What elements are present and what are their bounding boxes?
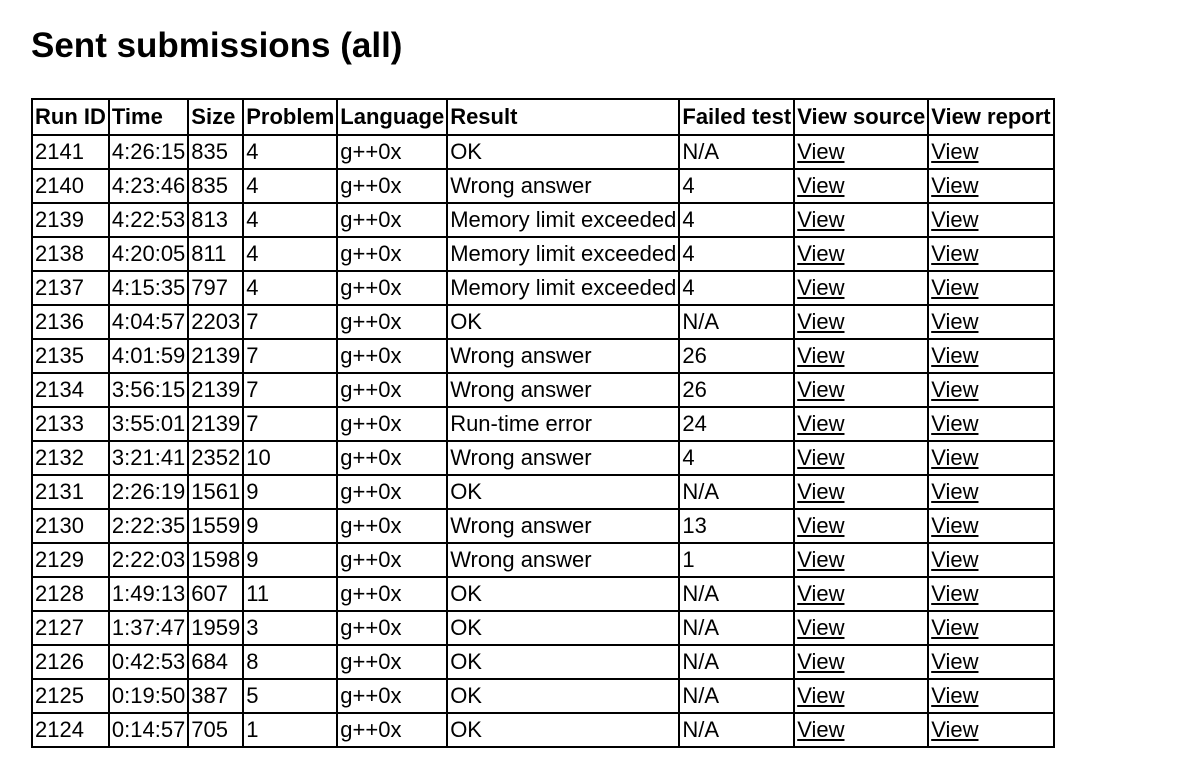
- column-header-failed-test: Failed test: [679, 99, 794, 135]
- table-row: [32, 509, 1054, 543]
- view-source-cell: [794, 203, 928, 237]
- size-cell: 2139: [188, 339, 243, 373]
- problem-cell: 9: [243, 543, 337, 577]
- run-id-cell: 2135: [32, 339, 109, 373]
- problem-cell: 7: [243, 373, 337, 407]
- problem-cell: 7: [243, 305, 337, 339]
- result-cell: OK: [447, 135, 679, 169]
- run-id-cell: 2138: [32, 237, 109, 271]
- view-report-cell: [928, 305, 1053, 339]
- language-cell: g++0x: [337, 645, 447, 679]
- view-report-cell: [928, 441, 1053, 475]
- table-row: [32, 645, 1054, 679]
- failed-test-cell: N/A: [679, 679, 794, 713]
- size-cell: 2139: [188, 373, 243, 407]
- view-report-cell: [928, 679, 1053, 713]
- view-report-cell: [928, 645, 1053, 679]
- view-source-cell: [794, 611, 928, 645]
- failed-test-cell: N/A: [679, 611, 794, 645]
- view-source-link[interactable]: View: [797, 649, 845, 674]
- language-cell: g++0x: [337, 305, 447, 339]
- language-cell: g++0x: [337, 203, 447, 237]
- table-body: [32, 135, 1054, 747]
- problem-cell: 7: [243, 339, 337, 373]
- run-id-cell: 2126: [32, 645, 109, 679]
- view-report-link[interactable]: View: [931, 445, 979, 470]
- view-source-link[interactable]: View: [797, 479, 845, 504]
- view-source-cell: [794, 475, 928, 509]
- view-report-link[interactable]: View: [931, 615, 979, 640]
- table-row: [32, 441, 1054, 475]
- view-source-link[interactable]: View: [797, 615, 845, 640]
- problem-cell: 1: [243, 713, 337, 747]
- column-header-view-report: View report: [928, 99, 1053, 135]
- run-id-cell: 2131: [32, 475, 109, 509]
- language-cell: g++0x: [337, 441, 447, 475]
- result-cell: Wrong answer: [447, 373, 679, 407]
- view-source-link[interactable]: View: [797, 139, 845, 164]
- run-id-cell: 2128: [32, 577, 109, 611]
- view-report-cell: [928, 203, 1053, 237]
- column-header-time: Time: [109, 99, 188, 135]
- view-source-cell: [794, 169, 928, 203]
- table-row: [32, 407, 1054, 441]
- run-id-cell: 2139: [32, 203, 109, 237]
- size-cell: 705: [188, 713, 243, 747]
- run-id-cell: 2140: [32, 169, 109, 203]
- failed-test-cell: 4: [679, 203, 794, 237]
- view-report-link[interactable]: View: [931, 275, 979, 300]
- view-report-cell: [928, 543, 1053, 577]
- result-cell: Memory limit exceeded: [447, 271, 679, 305]
- language-cell: g++0x: [337, 339, 447, 373]
- view-report-link[interactable]: View: [931, 377, 979, 402]
- table-row: [32, 305, 1054, 339]
- result-cell: OK: [447, 713, 679, 747]
- problem-cell: 9: [243, 475, 337, 509]
- time-cell: 4:15:35: [109, 271, 188, 305]
- size-cell: 1559: [188, 509, 243, 543]
- result-cell: Wrong answer: [447, 509, 679, 543]
- result-cell: Wrong answer: [447, 543, 679, 577]
- view-source-link[interactable]: View: [797, 275, 845, 300]
- table-header-row: [32, 99, 1054, 135]
- time-cell: 3:55:01: [109, 407, 188, 441]
- failed-test-cell: 24: [679, 407, 794, 441]
- run-id-cell: 2130: [32, 509, 109, 543]
- table-row: [32, 373, 1054, 407]
- problem-cell: 5: [243, 679, 337, 713]
- column-header-result: Result: [447, 99, 679, 135]
- result-cell: OK: [447, 577, 679, 611]
- table-row: [32, 679, 1054, 713]
- time-cell: 1:49:13: [109, 577, 188, 611]
- problem-cell: 11: [243, 577, 337, 611]
- problem-cell: 4: [243, 237, 337, 271]
- table-row: [32, 713, 1054, 747]
- view-source-link[interactable]: View: [797, 377, 845, 402]
- failed-test-cell: 4: [679, 271, 794, 305]
- view-report-link[interactable]: View: [931, 309, 979, 334]
- view-report-cell: [928, 339, 1053, 373]
- table-row: [32, 271, 1054, 305]
- failed-test-cell: N/A: [679, 475, 794, 509]
- view-report-link[interactable]: View: [931, 241, 979, 266]
- view-report-link[interactable]: View: [931, 173, 979, 198]
- run-id-cell: 2134: [32, 373, 109, 407]
- view-source-cell: [794, 577, 928, 611]
- language-cell: g++0x: [337, 373, 447, 407]
- size-cell: 387: [188, 679, 243, 713]
- table-row: [32, 135, 1054, 169]
- size-cell: 835: [188, 169, 243, 203]
- view-report-link[interactable]: View: [931, 581, 979, 606]
- view-source-cell: [794, 509, 928, 543]
- language-cell: g++0x: [337, 135, 447, 169]
- problem-cell: 7: [243, 407, 337, 441]
- failed-test-cell: N/A: [679, 713, 794, 747]
- view-source-link[interactable]: View: [797, 445, 845, 470]
- problem-cell: 8: [243, 645, 337, 679]
- size-cell: 1561: [188, 475, 243, 509]
- failed-test-cell: 13: [679, 509, 794, 543]
- size-cell: 811: [188, 237, 243, 271]
- view-report-cell: [928, 169, 1053, 203]
- failed-test-cell: 26: [679, 339, 794, 373]
- view-report-link[interactable]: View: [931, 139, 979, 164]
- view-report-cell: [928, 373, 1053, 407]
- table-row: [32, 169, 1054, 203]
- view-source-cell: [794, 441, 928, 475]
- language-cell: g++0x: [337, 237, 447, 271]
- view-report-link[interactable]: View: [931, 343, 979, 368]
- time-cell: 4:26:15: [109, 135, 188, 169]
- result-cell: Memory limit exceeded: [447, 203, 679, 237]
- view-source-link[interactable]: View: [797, 241, 845, 266]
- view-source-cell: [794, 713, 928, 747]
- language-cell: g++0x: [337, 509, 447, 543]
- view-source-cell: [794, 543, 928, 577]
- view-source-cell: [794, 679, 928, 713]
- time-cell: 0:14:57: [109, 713, 188, 747]
- failed-test-cell: 26: [679, 373, 794, 407]
- view-report-cell: [928, 475, 1053, 509]
- problem-cell: 10: [243, 441, 337, 475]
- failed-test-cell: 1: [679, 543, 794, 577]
- view-report-cell: [928, 135, 1053, 169]
- time-cell: 2:22:35: [109, 509, 188, 543]
- time-cell: 3:56:15: [109, 373, 188, 407]
- language-cell: g++0x: [337, 169, 447, 203]
- result-cell: OK: [447, 611, 679, 645]
- view-report-cell: [928, 713, 1053, 747]
- view-report-link[interactable]: View: [931, 513, 979, 538]
- view-source-link[interactable]: View: [797, 411, 845, 436]
- failed-test-cell: N/A: [679, 577, 794, 611]
- time-cell: 4:20:05: [109, 237, 188, 271]
- result-cell: Run-time error: [447, 407, 679, 441]
- time-cell: 4:22:53: [109, 203, 188, 237]
- view-report-cell: [928, 237, 1053, 271]
- language-cell: g++0x: [337, 611, 447, 645]
- view-source-link[interactable]: View: [797, 173, 845, 198]
- view-source-cell: [794, 135, 928, 169]
- run-id-cell: 2132: [32, 441, 109, 475]
- table-row: [32, 475, 1054, 509]
- view-source-link[interactable]: View: [797, 547, 845, 572]
- table-row: [32, 543, 1054, 577]
- language-cell: g++0x: [337, 543, 447, 577]
- table-row: [32, 611, 1054, 645]
- view-source-link[interactable]: View: [797, 207, 845, 232]
- column-header-run-id: Run ID: [32, 99, 109, 135]
- view-source-cell: [794, 305, 928, 339]
- view-source-link[interactable]: View: [797, 717, 845, 742]
- table-header: [32, 99, 1054, 135]
- result-cell: Wrong answer: [447, 169, 679, 203]
- time-cell: 2:26:19: [109, 475, 188, 509]
- time-cell: 4:23:46: [109, 169, 188, 203]
- result-cell: OK: [447, 679, 679, 713]
- language-cell: g++0x: [337, 271, 447, 305]
- failed-test-cell: 4: [679, 441, 794, 475]
- view-source-link[interactable]: View: [797, 309, 845, 334]
- problem-cell: 9: [243, 509, 337, 543]
- table-row: [32, 203, 1054, 237]
- column-header-size: Size: [188, 99, 243, 135]
- view-report-link[interactable]: View: [931, 649, 979, 674]
- size-cell: 835: [188, 135, 243, 169]
- view-report-cell: [928, 509, 1053, 543]
- result-cell: OK: [447, 475, 679, 509]
- failed-test-cell: N/A: [679, 305, 794, 339]
- problem-cell: 4: [243, 203, 337, 237]
- table-row: [32, 237, 1054, 271]
- view-report-cell: [928, 271, 1053, 305]
- failed-test-cell: 4: [679, 169, 794, 203]
- table-row: [32, 577, 1054, 611]
- column-header-language: Language: [337, 99, 447, 135]
- language-cell: g++0x: [337, 407, 447, 441]
- size-cell: 2139: [188, 407, 243, 441]
- size-cell: 797: [188, 271, 243, 305]
- run-id-cell: 2137: [32, 271, 109, 305]
- run-id-cell: 2133: [32, 407, 109, 441]
- view-source-cell: [794, 645, 928, 679]
- view-report-link[interactable]: View: [931, 479, 979, 504]
- view-report-link[interactable]: View: [931, 547, 979, 572]
- result-cell: OK: [447, 305, 679, 339]
- failed-test-cell: N/A: [679, 135, 794, 169]
- view-source-cell: [794, 373, 928, 407]
- run-id-cell: 2129: [32, 543, 109, 577]
- view-source-link[interactable]: View: [797, 581, 845, 606]
- size-cell: 2352: [188, 441, 243, 475]
- view-report-link[interactable]: View: [931, 411, 979, 436]
- view-report-link[interactable]: View: [931, 207, 979, 232]
- run-id-cell: 2125: [32, 679, 109, 713]
- failed-test-cell: 4: [679, 237, 794, 271]
- submissions-table: [31, 98, 1055, 748]
- time-cell: 1:37:47: [109, 611, 188, 645]
- result-cell: Wrong answer: [447, 441, 679, 475]
- run-id-cell: 2124: [32, 713, 109, 747]
- view-report-cell: [928, 577, 1053, 611]
- column-header-problem: Problem: [243, 99, 337, 135]
- time-cell: 2:22:03: [109, 543, 188, 577]
- size-cell: 684: [188, 645, 243, 679]
- view-source-cell: [794, 339, 928, 373]
- time-cell: 0:19:50: [109, 679, 188, 713]
- problem-cell: 3: [243, 611, 337, 645]
- view-report-link[interactable]: View: [931, 717, 979, 742]
- view-source-link[interactable]: View: [797, 343, 845, 368]
- run-id-cell: 2141: [32, 135, 109, 169]
- table-row: [32, 339, 1054, 373]
- page-title: Sent submissions (all): [31, 26, 403, 65]
- view-source-cell: [794, 407, 928, 441]
- view-report-link[interactable]: View: [931, 683, 979, 708]
- time-cell: 4:01:59: [109, 339, 188, 373]
- problem-cell: 4: [243, 271, 337, 305]
- view-report-cell: [928, 611, 1053, 645]
- size-cell: 607: [188, 577, 243, 611]
- size-cell: 2203: [188, 305, 243, 339]
- result-cell: Memory limit exceeded: [447, 237, 679, 271]
- run-id-cell: 2136: [32, 305, 109, 339]
- size-cell: 1959: [188, 611, 243, 645]
- time-cell: 3:21:41: [109, 441, 188, 475]
- failed-test-cell: N/A: [679, 645, 794, 679]
- problem-cell: 4: [243, 135, 337, 169]
- language-cell: g++0x: [337, 475, 447, 509]
- size-cell: 1598: [188, 543, 243, 577]
- time-cell: 0:42:53: [109, 645, 188, 679]
- view-source-link[interactable]: View: [797, 513, 845, 538]
- result-cell: OK: [447, 645, 679, 679]
- view-source-cell: [794, 237, 928, 271]
- view-source-link[interactable]: View: [797, 683, 845, 708]
- view-report-cell: [928, 407, 1053, 441]
- column-header-view-source: View source: [794, 99, 928, 135]
- language-cell: g++0x: [337, 679, 447, 713]
- size-cell: 813: [188, 203, 243, 237]
- problem-cell: 4: [243, 169, 337, 203]
- run-id-cell: 2127: [32, 611, 109, 645]
- result-cell: Wrong answer: [447, 339, 679, 373]
- time-cell: 4:04:57: [109, 305, 188, 339]
- view-source-cell: [794, 271, 928, 305]
- language-cell: g++0x: [337, 577, 447, 611]
- language-cell: g++0x: [337, 713, 447, 747]
